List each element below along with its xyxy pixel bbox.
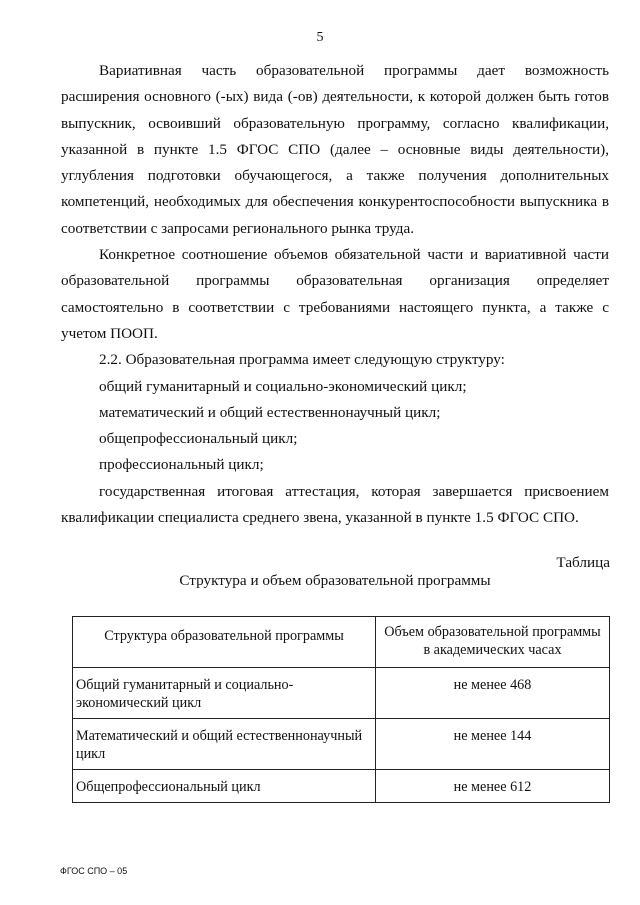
paragraph-ratio: Конкретное соотношение объемов обязательной части и вариативной части образовательной программы образовательная организация определяет самостоятельно в соответствии с требованиями настоящего пункта, а также с учетом ПООП.: [61, 246, 609, 342]
table-row: [73, 668, 610, 719]
table-header-row: [73, 617, 610, 668]
body-text: [61, 58, 609, 531]
program-structure-table: [72, 616, 610, 803]
table-label: Таблица: [556, 554, 610, 571]
table-cell-name: Математический и общий естественнонаучный цикл: [73, 719, 376, 770]
table-header-volume: Объем образовательной программы в академических часах: [376, 617, 610, 668]
paragraph-variative-part: Вариативная часть образовательной программы дает возможность расширения основного (-ых) вида (-ов) деятельности, к которой должен быть готов выпускник, освоивший образовательную программу, согласно квалификации, указанной в пункте 1.5 ФГОС СПО (далее – основные виды деятельности), углубления подготовки обучающегося, а также получения дополнительных компетенций, необходимых для обеспечения конкурентоспособности выпускника в соответствии с запросами регионального рынка труда.: [61, 62, 609, 237]
table-cell-name: Общепрофессиональный цикл: [73, 770, 376, 803]
table-row: [73, 719, 610, 770]
list-item-humanitarian-cycle: общий гуманитарный и социально-экономический цикл;: [99, 377, 467, 395]
list-item-math-cycle: математический и общий естественнонаучный цикл;: [99, 403, 441, 421]
table-cell-value: не менее 144: [376, 719, 610, 770]
table-cell-value: не менее 468: [376, 668, 610, 719]
list-item-general-professional-cycle: общепрофессиональный цикл;: [99, 430, 298, 448]
paragraph-structure-intro: 2.2. Образовательная программа имеет следующую структуру:: [99, 351, 505, 369]
table-cell-value: не менее 612: [376, 770, 610, 803]
page-number: 5: [316, 30, 324, 45]
table-cell-name: Общий гуманитарный и социально-экономический цикл: [73, 668, 376, 719]
table-title: Структура и объем образовательной программы: [179, 572, 491, 589]
list-item-final-attestation: государственная итоговая аттестация, которая завершается присвоением квалификации специалиста среднего звена, указанной в пункте 1.5 ФГОС СПО.: [61, 482, 609, 527]
table-row: [73, 770, 610, 803]
list-item-professional-cycle: профессиональный цикл;: [99, 456, 264, 474]
table-header-structure: Структура образовательной программы: [73, 617, 376, 668]
page-footer: ФГОС СПО – 05: [60, 866, 128, 876]
